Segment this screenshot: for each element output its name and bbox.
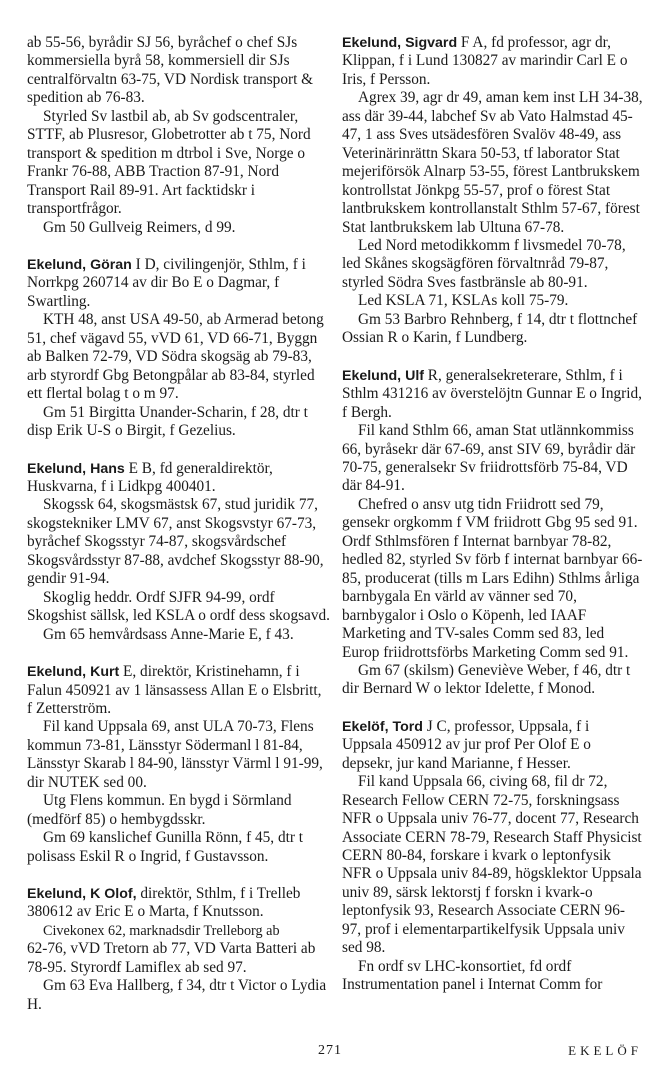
entry-paragraph: Chefred o ansv utg tidn Friidrott sed 79, gensekr orgkomm f VM friidrott Gbg 95 sed 91. Ordf Sthlmsfören f Internat barnbyar 78-82, hedled 82, styrled Sv förb f internat barnbyar 66-85, producerat (tills m Lars Edihn) Sthlms årliga barnbygala En värld av vänner sed 70, barnbygalor i Oslo o Köpenh, led IAAF Marketing and TV-sales Comm sed 83, led Europ friidrottsförbs Marketing Comm sed 91.	[342, 495, 643, 661]
entry-ekelund-ulf	[342, 367, 643, 699]
entry-paragraph: Gm 53 Barbro Rehnberg, f 14, dtr t flottnchef Ossian R o Karin, f Lundberg.	[342, 310, 638, 347]
entry-paragraph: Gm 67 (skilsm) Geneviève Weber, f 46, dtr t dir Bernard W o lektor Idelette, f Monod.	[342, 661, 631, 698]
entry-paragraph: Gm 50 Gullveig Reimers, d 99.	[43, 218, 236, 236]
entry-name: Ekelund, K Olof,	[27, 886, 137, 903]
right-column	[342, 34, 643, 1014]
entry-ekelund-sigvard	[342, 34, 643, 348]
entry-header-text: E B, fd generaldirektör, Huskvarna, f i Lidkpg 400401.	[27, 459, 273, 495]
entry-paragraph: Skoglig heddr. Ordf SJFR 94-99, ordf Skogshist sällsk, led KSLA o ordf dess skogsavd.	[27, 588, 330, 625]
entry-name: Ekelöf, Tord	[342, 718, 423, 735]
entry-paragraph: Agrex 39, agr dr 49, aman kem inst LH 34-38, ass där 39-44, labchef Sv ab Vato Halmstad 45-47, 1 ass Sves utsädesfören Svalöv 48-49, ass Veterinärinrättn Skara 50-53, tf laborator Stat mejeriförsök Alnarp 53-55, förest Lantbrukskem kontrollstat Jönkpg 55-57, prof o förest Stat lantbrukskem kontrollanstalt Sthlm 57-67, förest Stat lantbrukskem lab Ultuna 67-78.	[342, 89, 643, 236]
entry-paragraph: Led Nord metodikkomm f livsmedel 70-78, led Skånes skogsägfören förvaltnråd 79-87, styrled Södra Sves fastbränsle ab 80-91.	[342, 236, 626, 291]
entry-name: Ekelund, Göran	[27, 256, 132, 273]
running-head: EKELÖF	[568, 1043, 642, 1058]
entry-name: Ekelund, Hans	[27, 460, 125, 477]
left-column	[27, 34, 330, 1033]
entry-header	[27, 663, 330, 718]
entry-name: Ekelund, Sigvard	[342, 35, 458, 51]
entry-paragraph: Fil kand Uppsala 69, anst ULA 70-73, Flens kommun 73-81, Länsstyr Södermanl l 81-84, Länsstyr Skarab l 84-90, länsstyr Värml l 91-99, dir NUTEK sed 00.	[27, 718, 323, 791]
entry-name: Ekelund, Ulf	[342, 367, 424, 384]
entry-name: Ekelund, Kurt	[27, 664, 120, 681]
entry-paragraph: Fn ordf sv LHC-konsortiet, fd ordf Instrumentation panel i Internat Comm for	[342, 957, 603, 994]
entry-continued	[27, 34, 330, 237]
entry-paragraph: Gm 63 Eva Hallberg, f 34, dtr t Victor o Lydia H.	[27, 977, 327, 1013]
entry-header-text: I D, civilingenjör, Sthlm, f i Norrkpg 260714 av dir Bo E o Dagmar, f Swartling.	[27, 255, 306, 310]
entry-paragraph: Gm 69 kanslichef Gunilla Rönn, f 45, dtr t polisass Eskil R o Ingrid, f Gustavsson.	[27, 829, 304, 865]
entry-header-text: J C, professor, Uppsala, f i Uppsala 450912 av jur prof Per Olof E o depsekr, jur kand Marianne, f Hesser.	[342, 717, 591, 772]
page-number: 271	[318, 1043, 342, 1058]
entry-header-text: R, generalsekreterare, Sthlm, f i Sthlm 431216 av överstelöjtn Gunnar E o Ingrid, f Bergh.	[342, 366, 642, 421]
entry-paragraph: ab 55-56, byrådir SJ 56, byråchef o chef SJs kommersiella byrå 58, kommersiell dir SJs centralförvaltn 63-75, VD Nordisk transport & spedition ab 76-83.	[27, 34, 314, 107]
entry-ekelof-tord	[342, 718, 643, 995]
entry-header	[27, 460, 330, 497]
entry-ekelund-olof	[27, 885, 330, 1014]
entry-header-text: direktör, Sthlm, f i Trelleb 380612 av Eric E o Marta, f Knutsson.	[27, 885, 301, 921]
entry-header	[342, 718, 643, 773]
entry-paragraph: Led KSLA 71, KSLAs koll 75-79.	[358, 292, 569, 310]
entry-ekelund-goran	[27, 256, 330, 441]
entry-ekelund-hans	[27, 460, 330, 645]
entry-paragraph: KTH 48, anst USA 49-50, ab Armerad betong 51, chef vägavd 55, vVD 61, VD 66-71, Byggn ab Balken 72-79, VD Södra skogsäg ab 79-83, arb styrordf Gbg Betongpålar ab 83-84, styrled ett flertal bolag t o m 97.	[27, 311, 324, 403]
page-footer	[0, 1043, 672, 1063]
entry-header	[342, 367, 643, 422]
entry-paragraph: Fil kand Sthlm 66, aman Stat utlännkommiss 66, byråsekr där 67-69, anst SIV 69, byrådir där 70-75, generalsekr Sv friidrottsförb 75-84, VD där 84-91.	[342, 422, 636, 495]
entry-paragraph: Gm 65 hemvårdsass Anne-Marie E, f 43.	[43, 625, 294, 643]
entry-paragraph-small: Civekonex 62, marknadsdir Trelleborg ab	[43, 922, 280, 939]
entry-header	[27, 885, 330, 922]
entry-paragraph: Utg Flens kommun. En bygd i Sörmland (medförf 85) o hembygdsskr.	[27, 792, 292, 828]
entry-paragraph: Gm 51 Birgitta Unander-Scharin, f 28, dtr t disp Erik U-S o Birgit, f Gezelius.	[27, 403, 308, 440]
entry-ekelund-kurt	[27, 663, 330, 866]
entry-paragraph: Fil kand Uppsala 66, civing 68, fil dr 72, Research Fellow CERN 72-75, forskningsass NFR o Uppsala univ 76-77, docent 77, Research Associate CERN 78-79, Research Staff Physicist CERN 80-84, forskare i kvark o leptonfysik NFR o Uppsala univ 84-89, högsklektor Uppsala univ 89, särsk lektorstj f forskn i kvark-o leptonfysik 93, Research Associate CERN 96-97, prof i elementarpartikelfysik Uppsala univ sed 98.	[342, 773, 642, 957]
entry-header-text: F A, fd professor, agr dr, Klippan, f i Lund 130827 av marindir Carl E o Iris, f Persson.	[342, 34, 628, 88]
entry-header	[342, 34, 643, 89]
entry-paragraph: Styrled Sv lastbil ab, ab Sv godscentraler, STTF, ab Plusresor, Globetrotter ab t 75, Nord transport & spedition m dtrbol i Sve, Norge o Frankr 76-88, ABB Traction 87-91, Nord Transport Rail 89-91. Art facktidskr i transportfrågor.	[27, 107, 311, 218]
entry-header	[27, 256, 330, 311]
entry-paragraph: Skogssk 64, skogsmästsk 67, stud juridik 77, skogstekniker LMV 67, anst Skogsvstyr 67-73, byråchef Skogsstyr 74-87, skogsvårdschef Skogsvårdsstyr 87-88, avdchef Skogsstyr 88-90, gendir 91-94.	[27, 496, 324, 588]
entry-paragraph: 62-76, vVD Tretorn ab 77, VD Varta Batteri ab 78-95. Styrordf Lamiflex ab sed 97.	[27, 940, 316, 976]
entry-header-text: E, direktör, Kristinehamn, f i Falun 450921 av 1 länsassess Allan E o Elsbritt, f Zetterström.	[27, 663, 322, 717]
